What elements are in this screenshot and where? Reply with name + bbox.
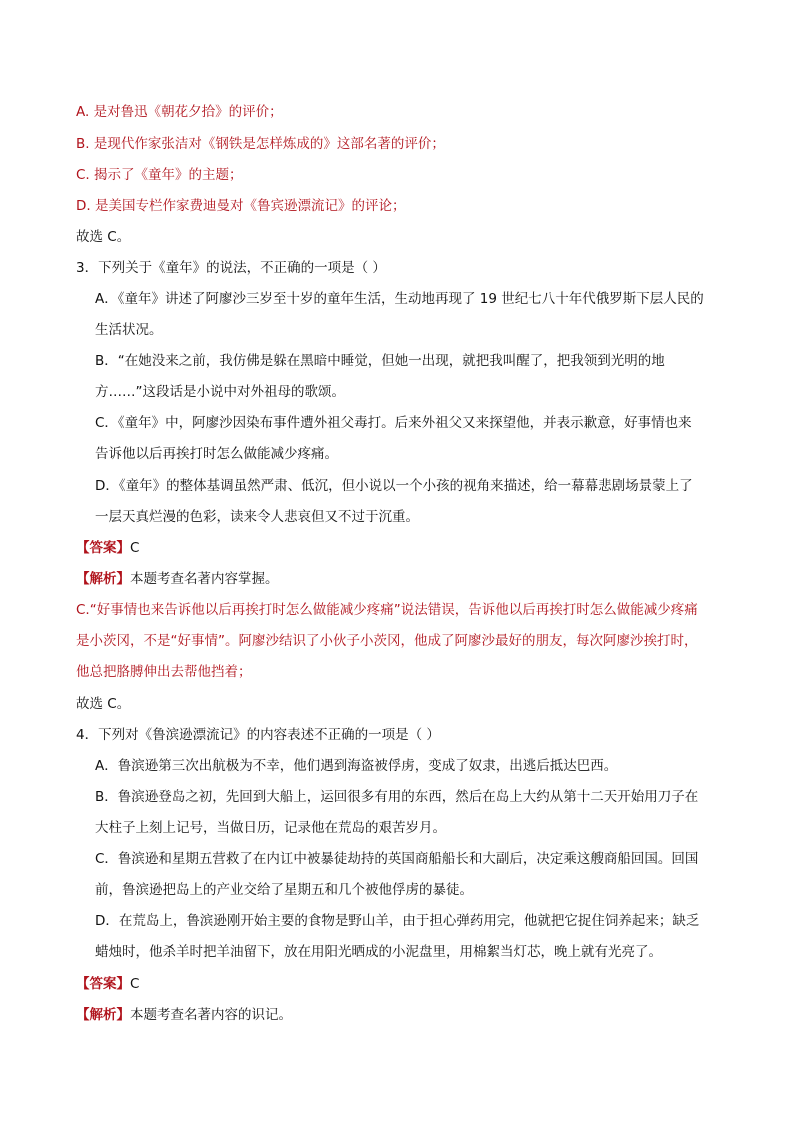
conclusion-text: 故选 C。 (76, 229, 131, 245)
answer-label: 【答案】 (76, 540, 130, 556)
q3-option-c-line1: C．《童年》中，阿廖沙因染布事件遭外祖父毒打。后来外祖父又来探望他，并表示歉意，好事情也来 (95, 415, 692, 431)
explanation-option-d: D. 是美国专栏作家费迪曼对《鲁宾逊漂流记》的评论； (76, 198, 406, 214)
q4-option-a-line1: A．鲁滨逊第三次出航极为不幸，他们遇到海盗被俘虏，变成了奴隶，出逃后抵达巴西。 (95, 758, 618, 774)
q4-analysis (76, 1005, 292, 1025)
q4-option-d-line2: 蜡烛时，他杀羊时把羊油留下，放在用阳光晒成的小泥盘里，用棉絮当灯芯，晚上就有光亮了。 (95, 944, 662, 960)
q4-option-d-line1: D．在荒岛上，鲁滨逊刚开始主要的食物是野山羊，由于担心弹药用完，他就把它捉住饲养起来；缺乏 (95, 913, 700, 929)
q3-explanation-line1: C.“好事情也来告诉他以后再挨打时怎么做能减少疼痛”说法错误，告诉他以后再挨打时怎么做能减少疼痛 (76, 602, 698, 618)
answer-value: C (130, 976, 140, 992)
question-3-stem: 3．下列关于《童年》的说法，不正确的一项是（ ） (76, 260, 386, 276)
q3-option-c-line2: 告诉他以后再挨打时怎么做能减少疼痛。 (95, 446, 338, 462)
q3-explanation-line3: 他总把胳膊伸出去帮他挡着； (76, 664, 252, 680)
answer-label: 【答案】 (76, 976, 130, 992)
analysis-text: 本题考查名著内容掌握。 (130, 571, 279, 587)
analysis-label: 【解析】 (76, 1007, 130, 1023)
q4-option-c-line1: C．鲁滨逊和星期五营救了在内讧中被暴徒劫持的英国商船船长和大副后，决定乘这艘商船回国。回国 (95, 851, 699, 867)
explanation-option-a: A. 是对鲁迅《朝花夕拾》的评价； (76, 104, 283, 120)
q3-option-d-line2: 一层天真烂漫的色彩，读来令人悲哀但又不过于沉重。 (95, 509, 419, 525)
explanation-option-c: C. 揭示了《童年》的主题； (76, 167, 243, 183)
q3-answer (76, 538, 139, 558)
q3-option-a-line2: 生活状况。 (95, 322, 163, 338)
q4-option-b-line1: B．鲁滨逊登岛之初，先回到大船上，运回很多有用的东西，然后在岛上大约从第十二天开始用刀子在 (95, 789, 699, 805)
q3-explanation-line2: 是小茨冈，不是“好事情”。阿廖沙结识了小伙子小茨冈，他成了阿廖沙最好的朋友，每次阿廖沙挨打时， (76, 633, 698, 649)
analysis-text: 本题考查名著内容的识记。 (130, 1007, 292, 1023)
q3-analysis (76, 569, 279, 589)
q3-conclusion: 故选 C。 (76, 696, 131, 712)
q4-answer (76, 974, 139, 994)
answer-value: C (130, 540, 140, 556)
q3-option-d-line1: D．《童年》的整体基调虽然严肃、低沉，但小说以一个小孩的视角来描述，给一幕幕悲剧场景蒙上了 (95, 478, 693, 494)
question-4-stem: 4．下列对《鲁滨逊漂流记》的内容表述不正确的一项是（ ） (76, 727, 440, 743)
q3-option-b-line2: 方……”这段话是小说中对外祖母的歌颂。 (95, 384, 345, 400)
q3-option-a-line1: A．《童年》讲述了阿廖沙三岁至十岁的童年生活，生动地再现了 19 世纪七八十年代俄罗斯下层人民的 (95, 291, 704, 307)
q3-option-b-line1: B．“在她没来之前，我仿佛是躲在黑暗中睡觉，但她一出现，就把我叫醒了，把我领到光明的地 (95, 353, 665, 369)
q4-option-b-line2: 大柱子上刻上记号，当做日历，记录他在荒岛的艰苦岁月。 (95, 820, 446, 836)
explanation-option-b: B. 是现代作家张洁对《钢铁是怎样炼成的》这部名著的评价； (76, 136, 445, 152)
q4-option-c-line2: 前，鲁滨逊把岛上的产业交给了星期五和几个被他俘虏的暴徒。 (95, 882, 473, 898)
analysis-label: 【解析】 (76, 571, 130, 587)
